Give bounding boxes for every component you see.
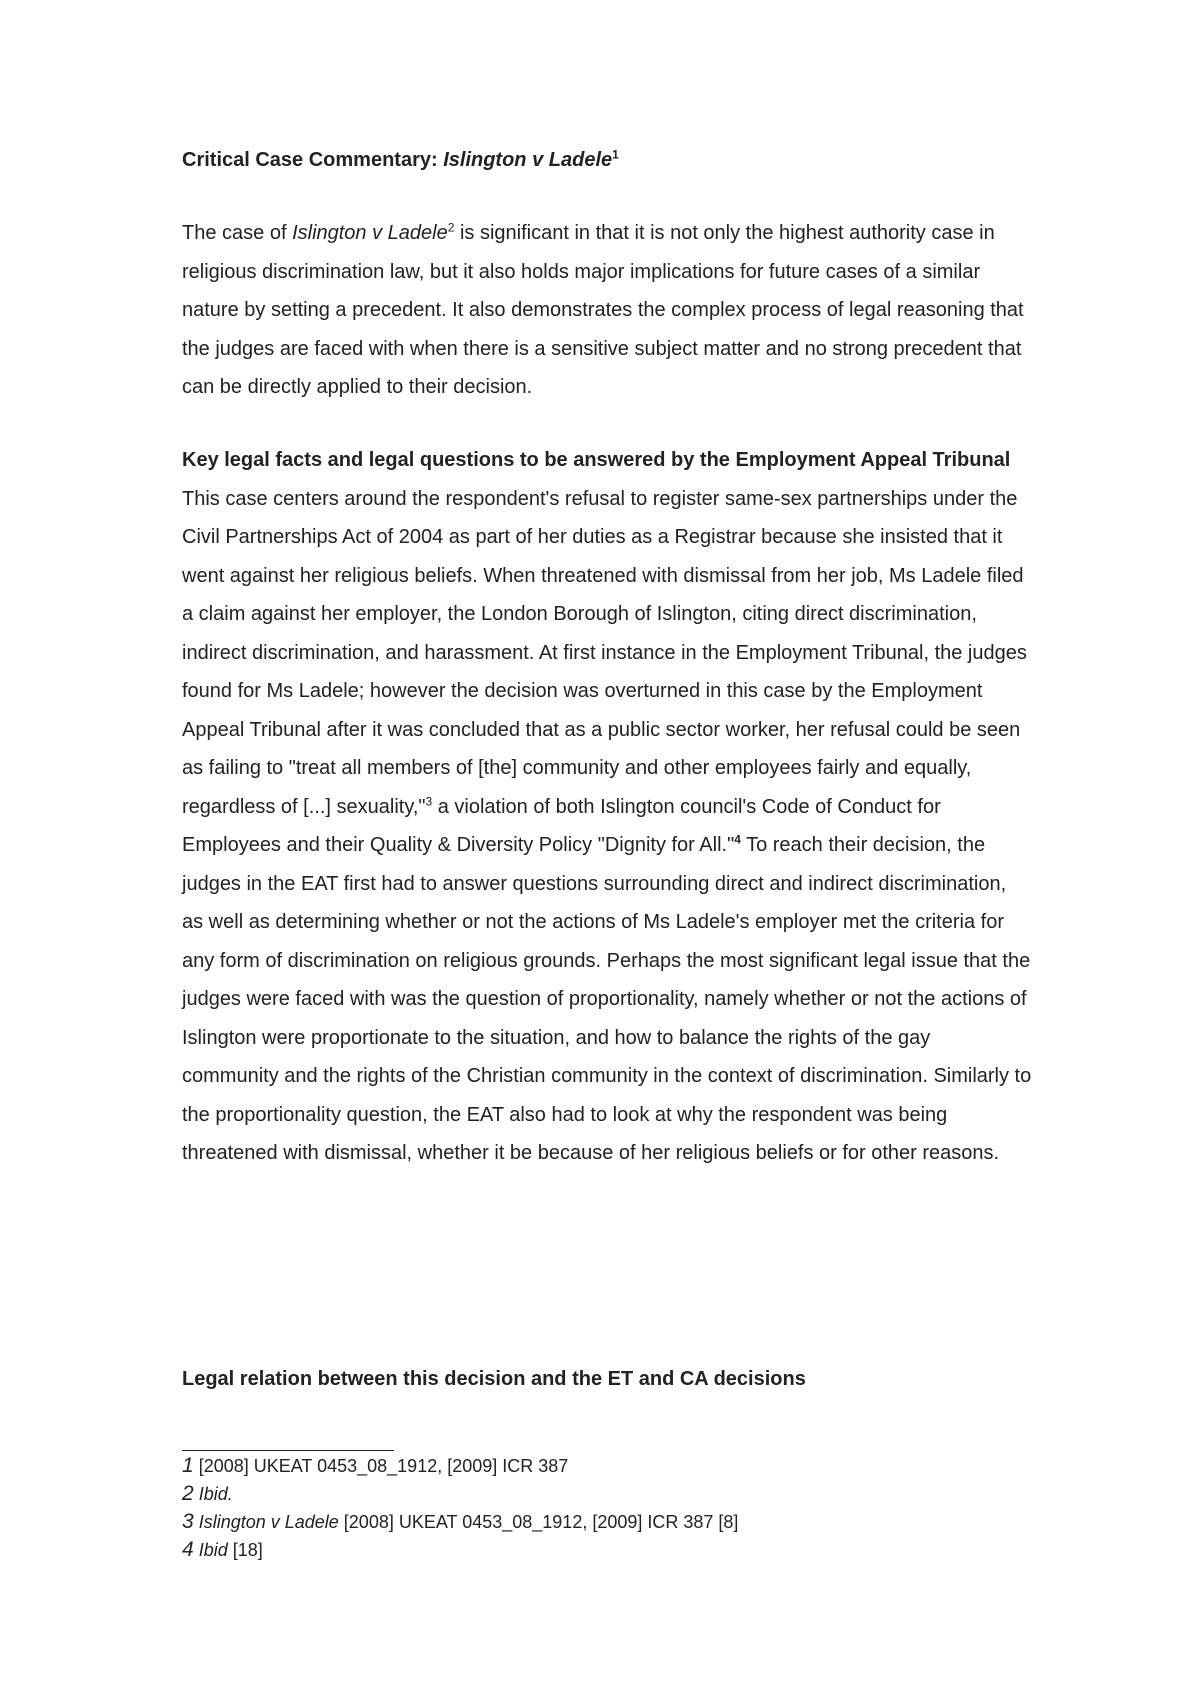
footnote-item	[182, 1508, 1032, 1536]
intro-footnote-ref: 2	[447, 220, 455, 235]
title-prefix: Critical Case Commentary:	[182, 149, 444, 171]
footnote-number: 1	[182, 1454, 194, 1477]
footnote-ref-3: 3	[425, 793, 433, 808]
footnote-italic: Ibid.	[193, 1484, 233, 1504]
footnote-italic: Islington v Ladele	[193, 1512, 339, 1532]
footnote-text: [2008] UKEAT 0453_08_1912, [2009] ICR 387 [8]	[338, 1512, 739, 1532]
key-facts-text-1: This case centers around the respondent's refusal to register same-sex partnerships under the Civil Partnerships Act of 2004 as part of her duties as a Registrar because she insisted that it went against her religious beliefs. When threatened with dismissal from her job, Ms Ladele filed a claim against her employer, the London Borough of Islington, citing direct discrimination, indirect discrimination, and harassment. At first instance in the Employment Tribunal, the judges found for Ms Ladele; however the decision was overturned in this case by the Employment Appeal Tribunal after it was concluded that as a public sector worker, her refusal could be seen as failing to "treat all members of [the] community and other employees fairly and equally, regardless of [...] sexuality,"	[182, 487, 1027, 818]
footnote-item	[182, 1480, 1032, 1508]
intro-text-end: is significant in that it is not only the highest authority case in religious discrimination law, but it also holds major implications for future cases of a similar nature by setting a precedent. It also demonstrates the complex process of legal reasoning that the judges are faced with when there is a sensitive subject matter and no strong precedent that can be directly applied to their decision.	[182, 222, 1024, 398]
footnotes	[182, 1452, 1032, 1564]
footnote-text: [2008] UKEAT 0453_08_1912, [2009] ICR 387	[193, 1456, 569, 1476]
footnote-number: 2	[182, 1482, 194, 1505]
footnote-number: 4	[182, 1538, 194, 1561]
section-heading-key-facts: Key legal facts and legal questions to be answered by the Employment Appeal Tribunal	[182, 449, 1011, 471]
key-facts-paragraph	[182, 480, 1032, 1173]
footnote-item	[182, 1452, 1032, 1480]
document-title	[182, 146, 619, 174]
intro-paragraph	[182, 214, 1032, 407]
key-facts-text-3: To reach their decision, the judges in the EAT first had to answer questions surrounding direct and indirect discrimination, as well as determining whether or not the actions of Ms Ladele's employer met the criteria for any form of discrimination on religious grounds. Perhaps the most significant legal issue that the judges were faced with was the question of proportionality, namely whether or not the actions of Islington were proportionate to the situation, and how to balance the rights of the gay community and the rights of the Christian community in the context of discrimination. Similarly to the proportionality question, the EAT also had to look at why the respondent was being threatened with dismissal, whether it be because of her religious beliefs or for other reasons.	[182, 834, 1032, 1164]
footnote-italic: Ibid	[193, 1540, 228, 1560]
key-facts-text-2: a violation of both Islington council's Code of Conduct for Employees and their Quality & Diversity Policy "Dignity for All."	[182, 795, 941, 856]
title-footnote-ref: 1	[612, 147, 619, 162]
footnote-ref-4: 4	[734, 832, 741, 847]
footnote-item	[182, 1536, 1032, 1564]
section-key-facts	[182, 441, 1032, 1173]
intro-text-start: The case of	[182, 222, 293, 244]
section-heading-legal-relation: Legal relation between this decision and the ET and CA decisions	[182, 1368, 806, 1390]
footnote-number: 3	[182, 1510, 194, 1533]
footnote-text: [18]	[227, 1540, 263, 1560]
title-case-name: Islington v Ladele	[443, 149, 613, 171]
footnote-separator	[182, 1450, 394, 1451]
intro-case-name: Islington v Ladele	[292, 222, 448, 244]
